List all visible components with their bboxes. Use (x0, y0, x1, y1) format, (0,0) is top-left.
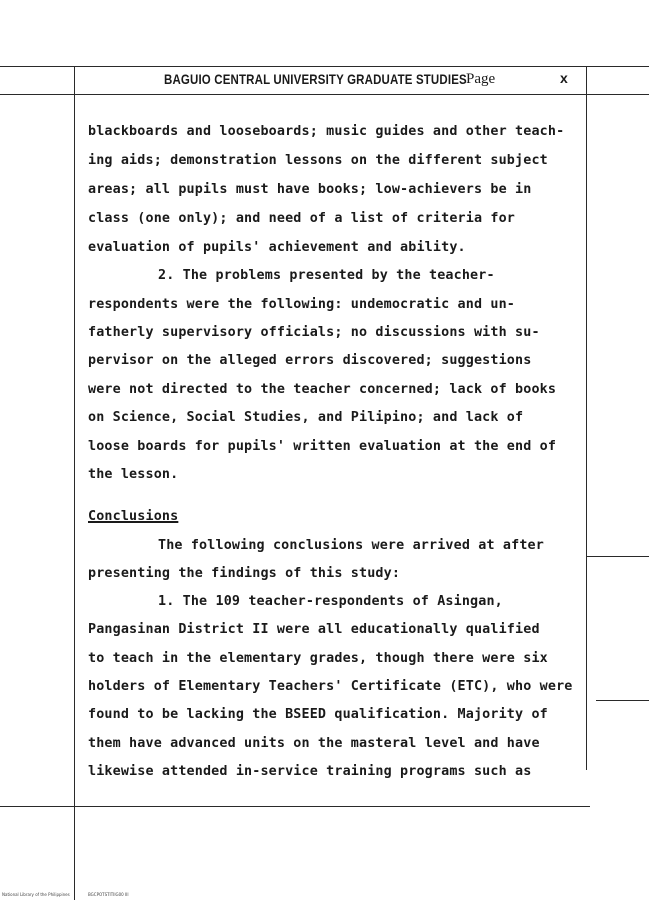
text-line: to teach in the elementary grades, though there were six (88, 651, 548, 666)
text-line: The following conclusions were arrived at after (158, 538, 544, 553)
text-line: class (one only); and need of a list of criteria for (88, 211, 516, 226)
section-heading (88, 509, 178, 524)
text-line: likewise attended in-service training programs such as (88, 764, 532, 779)
text-line: holders of Elementary Teachers' Certificate (ETC), who were (88, 679, 573, 694)
text-line: found to be lacking the BSEED qualification. Majority of (88, 707, 548, 722)
text-line: respondents were the following: undemocratic and un- (88, 297, 516, 312)
text-line: areas; all pupils must have books; low-achievers be in (88, 182, 532, 197)
text-line: presenting the findings of this study: (88, 566, 401, 581)
header-rule (0, 94, 649, 95)
footer-scan-id: BGCPOTSTITIIG00 III (88, 892, 129, 897)
text-line: loose boards for pupils' written evaluation at the end of (88, 439, 557, 454)
text-line: fatherly supervisory officials; no discussions with su- (88, 325, 540, 340)
right-tab-rule (586, 556, 649, 557)
text-line: 1. The 109 teacher-respondents of Asingan, (158, 594, 503, 609)
text-line: pervisor on the alleged errors discovered; suggestions (88, 353, 532, 368)
header-page-label: Page (466, 71, 496, 87)
header-page-number: x (560, 70, 568, 86)
text-line: ing aids; demonstration lessons on the different subject (88, 153, 548, 168)
footer-library-credit: National Library of the Philippines (2, 892, 70, 897)
left-margin-rule (74, 66, 75, 900)
text-line: 2. The problems presented by the teacher- (158, 268, 495, 283)
text-line: Pangasinan District II were all educationally qualified (88, 622, 540, 637)
text-line: were not directed to the teacher concerned; lack of books (88, 382, 557, 397)
text-line: them have advanced units on the masteral level and have (88, 736, 540, 751)
top-rule (0, 66, 649, 67)
right-tab-rule-lower (596, 700, 649, 701)
bottom-rule (0, 806, 590, 807)
text-line: evaluation of pupils' achievement and ability. (88, 240, 466, 255)
text-line: the lesson. (88, 467, 179, 482)
section-heading-text: Conclusions (88, 509, 179, 524)
right-margin-rule (586, 66, 587, 770)
text-line: on Science, Social Studies, and Pilipino; and lack of (88, 410, 524, 425)
header-title: BAGUIO CENTRAL UNIVERSITY GRADUATE STUDIES (164, 71, 467, 87)
text-line: blackboards and looseboards; music guides and other teach- (88, 124, 565, 139)
